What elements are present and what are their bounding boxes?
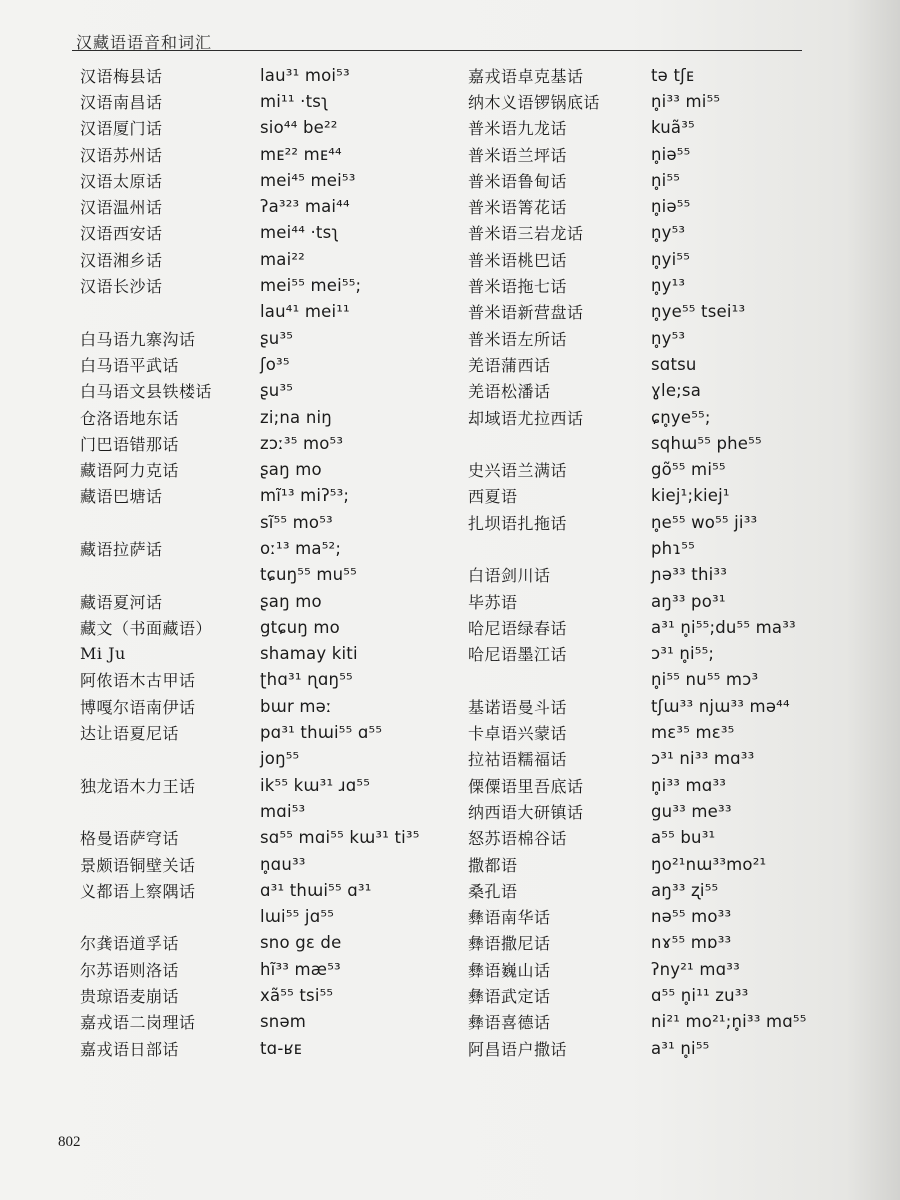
ipa-transcription: tə tʃᴇ [651, 65, 695, 85]
ipa-transcription: tʃɯ³³ njɯ³³ mə⁴⁴ [651, 696, 790, 716]
dialect-name: 彝语撒尼话 [468, 934, 551, 954]
dialect-name: 门巴语错那话 [80, 434, 180, 454]
ipa-transcription: mɛ³⁵ mɛ³⁵ [651, 723, 735, 743]
ipa-transcription: n̥y⁵³ [651, 328, 686, 348]
dialect-name: 藏语巴塘话 [80, 487, 163, 507]
entry-row [468, 62, 878, 88]
dialect-name: 卡卓语兴蒙话 [468, 724, 568, 744]
entry-row [468, 982, 878, 1008]
dialect-name: 拉祜语糯福话 [468, 750, 568, 770]
entry-row [80, 825, 440, 851]
dialect-name: 阿昌语户撒话 [468, 1039, 568, 1059]
ipa-transcription: xã⁵⁵ tsi⁵⁵ [260, 986, 334, 1006]
ipa-transcription: n̥y¹³ [651, 276, 686, 296]
dialect-name: 汉语湘乡话 [80, 250, 163, 270]
ipa-transcription: mɑi⁵³ [260, 801, 306, 821]
entry-row [468, 825, 878, 851]
entry-row [80, 956, 440, 982]
entry-row [468, 667, 878, 693]
entry-row [80, 719, 440, 745]
ipa-transcription: a⁵⁵ bu³¹ [651, 828, 716, 848]
ipa-transcription: aŋ³³ ʐi⁵⁵ [651, 880, 719, 900]
ipa-transcription: n̥i³³ mi⁵⁵ [651, 91, 721, 111]
dialect-name: 藏语阿力克话 [80, 461, 180, 481]
dialect-name: 独龙语木力王话 [80, 776, 196, 796]
dialect-name: 普米语九龙话 [468, 119, 568, 139]
ipa-transcription: joŋ⁵⁵ [260, 749, 300, 769]
dialect-name: 义都语上察隅话 [80, 881, 196, 901]
ipa-transcription: ʈhɑ³¹ ɳɑŋ⁵⁵ [260, 670, 353, 690]
ipa-transcription: mai²² [260, 249, 305, 269]
dialect-name: 汉语苏州话 [80, 145, 163, 165]
dialect-name: 博嘎尔语南伊话 [80, 697, 196, 717]
entry-row [468, 88, 878, 114]
entry-row [80, 456, 440, 482]
dialect-name: 普米语兰坪话 [468, 145, 568, 165]
dialect-name: 嘉戎语卓克基话 [468, 66, 584, 86]
dialect-name: 西夏语 [468, 487, 518, 507]
entry-row [80, 693, 440, 719]
entry-row [468, 641, 878, 667]
ipa-transcription: tɑ-ʁᴇ [260, 1038, 302, 1058]
ipa-transcription: zɔː³⁵ mo⁵³ [260, 433, 344, 453]
dialect-name: 藏文（书面藏语） [80, 618, 213, 638]
entry-row [468, 1035, 878, 1061]
right-column [468, 62, 878, 1061]
entry-row [468, 378, 878, 404]
dialect-name: 哈尼语墨江话 [468, 645, 568, 665]
entry-row [468, 430, 878, 456]
entry-row [80, 588, 440, 614]
dialect-name: 仓洛语地东话 [80, 408, 180, 428]
ipa-transcription: kiej¹;kiej¹ [651, 486, 730, 506]
entry-row [468, 798, 878, 824]
ipa-transcription: sɑ⁵⁵ mɑi⁵⁵ kɯ³¹ ti³⁵ [260, 828, 420, 848]
dialect-name: 白马语九寨沟话 [80, 329, 196, 349]
dialect-name: 纳西语大研镇话 [468, 802, 584, 822]
ipa-transcription: gu³³ me³³ [651, 801, 732, 821]
ipa-transcription: n̥iə⁵⁵ [651, 197, 691, 217]
entry-row [468, 193, 878, 219]
entry-row [468, 614, 878, 640]
entry-row [80, 220, 440, 246]
dialect-name: 羌语松潘话 [468, 382, 551, 402]
ipa-transcription: mei⁴⁵ mei⁵³ [260, 170, 356, 190]
ipa-transcription: hĩ³³ mæ⁵³ [260, 959, 341, 979]
ipa-transcription: a³¹ n̥i⁵⁵;du⁵⁵ ma³³ [651, 617, 796, 637]
dialect-name: 景颇语铜壁关话 [80, 855, 196, 875]
ipa-transcription: lɯi⁵⁵ jɑ⁵⁵ [260, 907, 335, 927]
ipa-transcription: ɑ³¹ thɯi⁵⁵ ɑ³¹ [260, 880, 372, 900]
ipa-transcription: n̥i⁵⁵ nu⁵⁵ mɔ³ [651, 670, 759, 690]
entry-row [80, 246, 440, 272]
ipa-transcription: mĩ¹³ miʔ⁵³; [260, 486, 350, 506]
entry-row [468, 877, 878, 903]
dialect-name: 桑孔语 [468, 881, 518, 901]
ipa-transcription: ʔa³²³ mai⁴⁴ [260, 197, 350, 217]
ipa-transcription: sio⁴⁴ be²² [260, 118, 338, 138]
entry-row [80, 562, 440, 588]
entry-row [80, 167, 440, 193]
dialect-name: 藏语拉萨话 [80, 539, 163, 559]
running-head: 汉藏语语音和词汇 [76, 33, 213, 52]
dialect-name: 尔龚语道孚话 [80, 934, 180, 954]
dialect-name: 普米语桃巴话 [468, 250, 568, 270]
ipa-transcription: ɔ³¹ n̥i⁵⁵; [651, 644, 715, 664]
ipa-transcription: n̥i⁵⁵ [651, 170, 681, 190]
dialect-name: 嘉戎语二岗理话 [80, 1013, 196, 1033]
entry-row [468, 1009, 878, 1035]
dialect-name: 史兴语兰满话 [468, 461, 568, 481]
entry-row [468, 246, 878, 272]
entry-row [468, 141, 878, 167]
dialect-name: 哈尼语绿春话 [468, 618, 568, 638]
ipa-transcription: n̥iə⁵⁵ [651, 144, 691, 164]
dialect-name: 扎坝语扎拖话 [468, 513, 568, 533]
dialect-name: 怒苏语棉谷话 [468, 829, 568, 849]
ipa-transcription: snəm [260, 1012, 307, 1032]
entry-row [468, 930, 878, 956]
ipa-transcription: nə⁵⁵ mo³³ [651, 907, 732, 927]
ipa-transcription: ʃo³⁵ [260, 354, 290, 374]
entry-row [468, 956, 878, 982]
dialect-name: 汉语长沙话 [80, 277, 163, 297]
entry-row [468, 404, 878, 430]
ipa-transcription: n̥ye⁵⁵ tsei¹³ [651, 302, 746, 322]
dialect-name: 傈僳语里吾底话 [468, 776, 584, 796]
dialect-name: 汉语太原话 [80, 171, 163, 191]
ipa-transcription: mᴇ²² mᴇ⁴⁴ [260, 144, 342, 164]
dialect-name: 格曼语萨穹话 [80, 829, 180, 849]
ipa-transcription: kuã³⁵ [651, 118, 695, 138]
entry-row [468, 693, 878, 719]
dialect-name: 羌语蒲西话 [468, 355, 551, 375]
entry-row [80, 798, 440, 824]
dialect-name: Mi Ju [80, 644, 126, 664]
ipa-transcription: oː¹³ ma⁵²; [260, 538, 342, 558]
dialect-name: 撒都语 [468, 855, 518, 875]
ipa-transcription: sĩ⁵⁵ mo⁵³ [260, 512, 333, 532]
ipa-transcription: tɕuŋ⁵⁵ mu⁵⁵ [260, 565, 357, 585]
entry-row [80, 378, 440, 404]
entry-row [80, 483, 440, 509]
dialect-name: 彝语喜德话 [468, 1013, 551, 1033]
entry-row [468, 220, 878, 246]
dialect-name: 尔苏语则洛话 [80, 960, 180, 980]
ipa-transcription: zi;na niŋ [260, 407, 332, 427]
ipa-transcription: mei⁴⁴ ·tsʅ [260, 223, 340, 243]
entry-row [468, 299, 878, 325]
dialect-name: 基诺语曼斗话 [468, 697, 568, 717]
dialect-name: 毕苏语 [468, 592, 518, 612]
entry-row [80, 982, 440, 1008]
entry-row [468, 719, 878, 745]
ipa-transcription: mei⁵⁵ mei⁵⁵; [260, 276, 362, 296]
ipa-transcription: n̥yi⁵⁵ [651, 249, 691, 269]
ipa-transcription: n̥i³³ mɑ³³ [651, 775, 727, 795]
entry-row [468, 115, 878, 141]
dialect-name: 普米语左所话 [468, 329, 568, 349]
ipa-transcription: nɤ⁵⁵ mɒ³³ [651, 933, 732, 953]
ipa-transcription: gtɕuŋ mo [260, 617, 340, 637]
ipa-transcription: ʂaŋ mo [260, 460, 322, 480]
entry-row [468, 772, 878, 798]
entry-row [468, 167, 878, 193]
dialect-name: 贵琼语麦崩话 [80, 987, 180, 1007]
entry-row [468, 351, 878, 377]
entry-row [468, 746, 878, 772]
ipa-transcription: ŋo²¹nɯ³³mo²¹ [651, 854, 767, 874]
dialect-name: 汉语温州话 [80, 198, 163, 218]
entry-row [468, 272, 878, 298]
dialect-name: 汉语梅县话 [80, 66, 163, 86]
entry-row [80, 509, 440, 535]
ipa-transcription: n̥y⁵³ [651, 223, 686, 243]
entry-row [80, 641, 440, 667]
dialect-name: 嘉戎语日部话 [80, 1039, 180, 1059]
ipa-transcription: aŋ³³ po³¹ [651, 591, 726, 611]
entry-row [80, 325, 440, 351]
ipa-transcription: ni²¹ mo²¹;n̥i³³ mɑ⁵⁵ [651, 1012, 807, 1032]
entry-row [80, 404, 440, 430]
ipa-transcription: ɑ⁵⁵ n̥i¹¹ zu³³ [651, 986, 749, 1006]
ipa-transcription: shamay kiti [260, 644, 358, 664]
entry-row [80, 772, 440, 798]
ipa-transcription: n̥ɑu³³ [260, 854, 306, 874]
ipa-transcription: ɔ³¹ ni³³ mɑ³³ [651, 749, 755, 769]
ipa-transcription: gõ⁵⁵ mi⁵⁵ [651, 460, 726, 480]
entry-row [468, 535, 878, 561]
entry-row [80, 88, 440, 114]
ipa-transcription: ɕn̥ye⁵⁵; [651, 407, 711, 427]
ipa-transcription: ɣle;sa [651, 381, 702, 401]
entry-row [80, 614, 440, 640]
entry-row [468, 509, 878, 535]
dialect-name: 汉语南昌话 [80, 92, 163, 112]
entry-row [80, 141, 440, 167]
dialect-name: 普米语新营盘话 [468, 303, 584, 323]
dialect-name: 白马语文县铁楼话 [80, 382, 213, 402]
ipa-transcription: ʂu³⁵ [260, 328, 294, 348]
entry-row [468, 851, 878, 877]
dialect-name: 藏语夏河话 [80, 592, 163, 612]
entry-row [468, 325, 878, 351]
dialect-name: 普米语拖七话 [468, 277, 568, 297]
dialect-name: 阿侬语木古甲话 [80, 671, 196, 691]
left-column [80, 62, 440, 1061]
ipa-transcription: phɿ⁵⁵ [651, 538, 695, 558]
ipa-transcription: lau³¹ moi⁵³ [260, 65, 350, 85]
dialect-name: 彝语南华话 [468, 908, 551, 928]
ipa-transcription: sno gɛ de [260, 933, 342, 953]
ipa-transcription: ʔny²¹ mɑ³³ [651, 959, 740, 979]
entry-row [80, 272, 440, 298]
entry-row [80, 904, 440, 930]
page-number: 802 [58, 1134, 81, 1150]
entry-row [80, 299, 440, 325]
dialect-name: 却域语尤拉西话 [468, 408, 584, 428]
ipa-transcription: lau⁴¹ mei¹¹ [260, 302, 350, 322]
dialect-name: 达让语夏尼话 [80, 724, 180, 744]
ipa-transcription: mi¹¹ ·tsʅ [260, 91, 329, 111]
dialect-name: 白语剑川话 [468, 566, 551, 586]
entry-row [468, 562, 878, 588]
entry-row [80, 1009, 440, 1035]
ipa-transcription: ɲə³³ thi³³ [651, 565, 728, 585]
entry-row [80, 193, 440, 219]
entry-row [468, 904, 878, 930]
entry-row [80, 851, 440, 877]
entry-row [80, 62, 440, 88]
ipa-transcription: ʂaŋ mo [260, 591, 322, 611]
ipa-transcription: a³¹ n̥i⁵⁵ [651, 1038, 710, 1058]
dialect-name: 普米语鲁甸话 [468, 171, 568, 191]
dialect-name: 普米语箐花话 [468, 198, 568, 218]
ipa-transcription: ik⁵⁵ kɯ³¹ ɹɑ⁵⁵ [260, 775, 371, 795]
entry-row [80, 535, 440, 561]
ipa-transcription: pɑ³¹ thɯi⁵⁵ ɑ⁵⁵ [260, 723, 383, 743]
ipa-transcription: ʂu³⁵ [260, 381, 294, 401]
entry-row [80, 667, 440, 693]
entry-row [468, 588, 878, 614]
dialect-name: 汉语西安话 [80, 224, 163, 244]
dialect-name: 汉语厦门话 [80, 119, 163, 139]
dialect-name: 白马语平武话 [80, 355, 180, 375]
dialect-name: 彝语巍山话 [468, 960, 551, 980]
entry-row [80, 1035, 440, 1061]
entry-row [468, 456, 878, 482]
entry-row [80, 746, 440, 772]
ipa-transcription: n̥e⁵⁵ wo⁵⁵ ji³³ [651, 512, 758, 532]
entry-row [468, 483, 878, 509]
entry-row [80, 430, 440, 456]
entry-row [80, 877, 440, 903]
ipa-transcription: sqhɯ⁵⁵ phe⁵⁵ [651, 433, 762, 453]
header-rule [72, 50, 802, 51]
dialect-name: 纳木义语锣锅底话 [468, 92, 601, 112]
entry-row [80, 351, 440, 377]
entry-row [80, 930, 440, 956]
dialect-name: 彝语武定话 [468, 987, 551, 1007]
dialect-name: 普米语三岩龙话 [468, 224, 584, 244]
entry-row [80, 115, 440, 141]
ipa-transcription: sɑtsu [651, 354, 697, 374]
ipa-transcription: bɯr məː [260, 696, 332, 716]
